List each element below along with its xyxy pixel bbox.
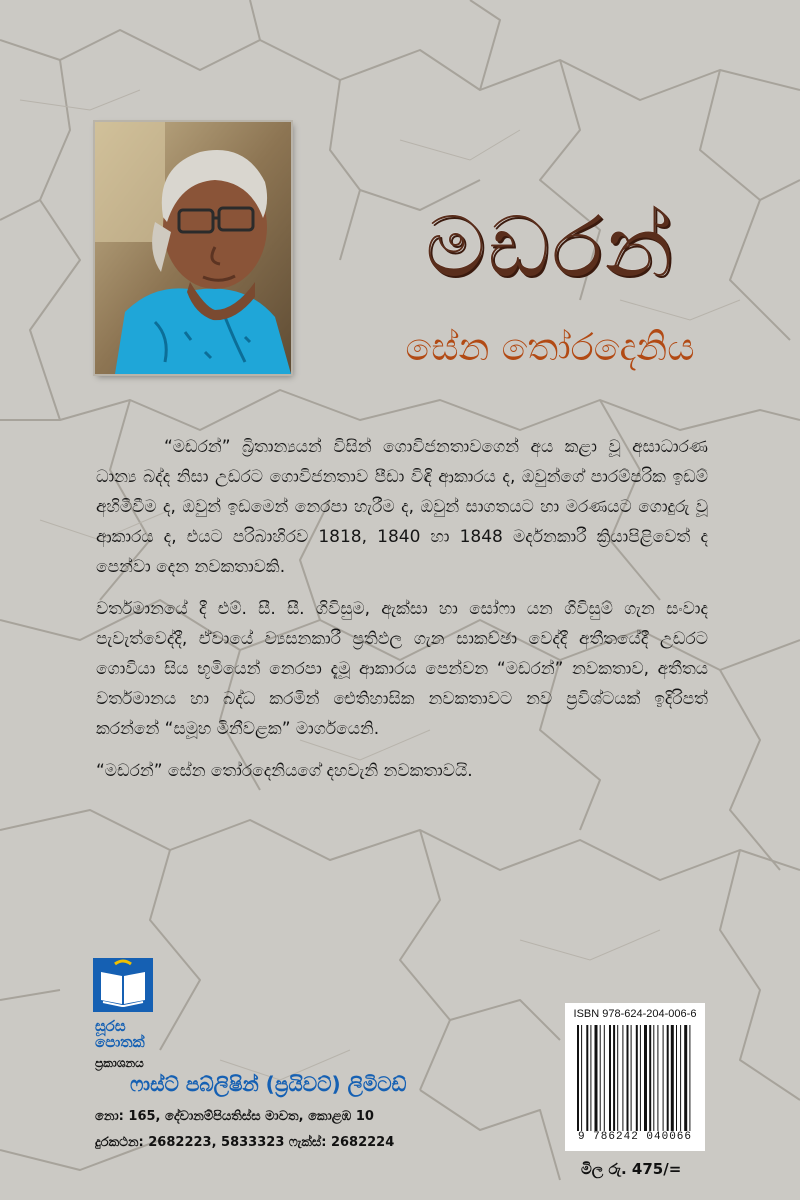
isbn-barcode-box [565,1003,705,1151]
author-photo [95,122,291,374]
blurb-text [96,432,708,798]
book-logo-icon [93,958,153,1012]
author-name: සේන තෝරදෙනිය [405,325,695,369]
publisher-name: ෆාස්ට් පබ්ලිෂින් (ප්‍රයිවට්) ලිමිටඩ් [130,1072,407,1096]
barcode-icon [577,1025,693,1131]
publisher-contact [95,1104,455,1156]
isbn-label: ISBN 978-624-204-006-6 [573,1008,697,1020]
blurb-paragraph: වර්තමානයේ දී එම්. සී. සී. ගිවිසුම, ඇක්සා හා සෝෆා යන ගිවිසුම් ගැන සංවාද පැවැත්වෙද්දී, ඒවායේ ව්‍යසනකාරී ප්‍රතිඵල ගැන සාකච්ඡා වෙද්දී අතීතයේදී උඩරට ගොවියා සිය භූමියෙන් නෙරපා දැමූ ආකාරය පෙන්වන “මඩරන්” නවකතාව, අතීතය වර්තමානය හා බද්ධ කරමින් ඓතිහාසික නවකතාවට නව ප්‍රවිශ්ටයක් ඉදිරිපත් කරන්නේ “සමූහ මිනීවළක” මාර්ගයෙනි. [96,599,708,739]
blurb-paragraph: “මඩරන්” බ්‍රිතාන්‍යයන් විසින් ගොවිජනතාවගෙන් අය කළා වූ අසාධාරණ ධාන්‍ය බද්ද නිසා උඩරට ගොවිජනතාව පීඩා විඳි ආකාරය ද, ඔවුන්ගේ පාරම්පරික ඉඩම් අහිමිවීම ද, ඔවුන් ඉඩමෙන් නෙරපා හැරීම ද, ඔවුන් සාගතයට හා මරණයට ගොදුරු වූ ආකාරය ද, එයට පරිබාහිරව 1818, 1840 හා 1848 මර්දනකාරී ක්‍රියාපිළිවෙත් ද පෙන්වා දෙන නවකතාවකි. [96,437,708,577]
publisher-label: ප්‍රකාශනය [95,1056,144,1070]
blurb-paragraph: “මඩරන්” සේන තෝරදෙනියගේ දහවැනි නවකතාවයි. [96,761,473,781]
logo-text-line: පොතක් [95,1033,145,1051]
price-label: මිල රු. 475/= [581,1160,682,1178]
publisher-phone: දුරකථන: 2682223, 5833323 ෆැක්ස්: 2682224 [95,1135,395,1150]
ean-number: 9 786242 040066 [577,1131,693,1143]
publisher-address: නො: 165, දේවානම්පියතිස්ස මාවත, කොළඹ 10 [95,1109,374,1124]
book-title: මඩරන් [425,198,675,296]
logo-wordmark [95,1018,175,1050]
logo-text-line: සූරස [95,1017,126,1035]
